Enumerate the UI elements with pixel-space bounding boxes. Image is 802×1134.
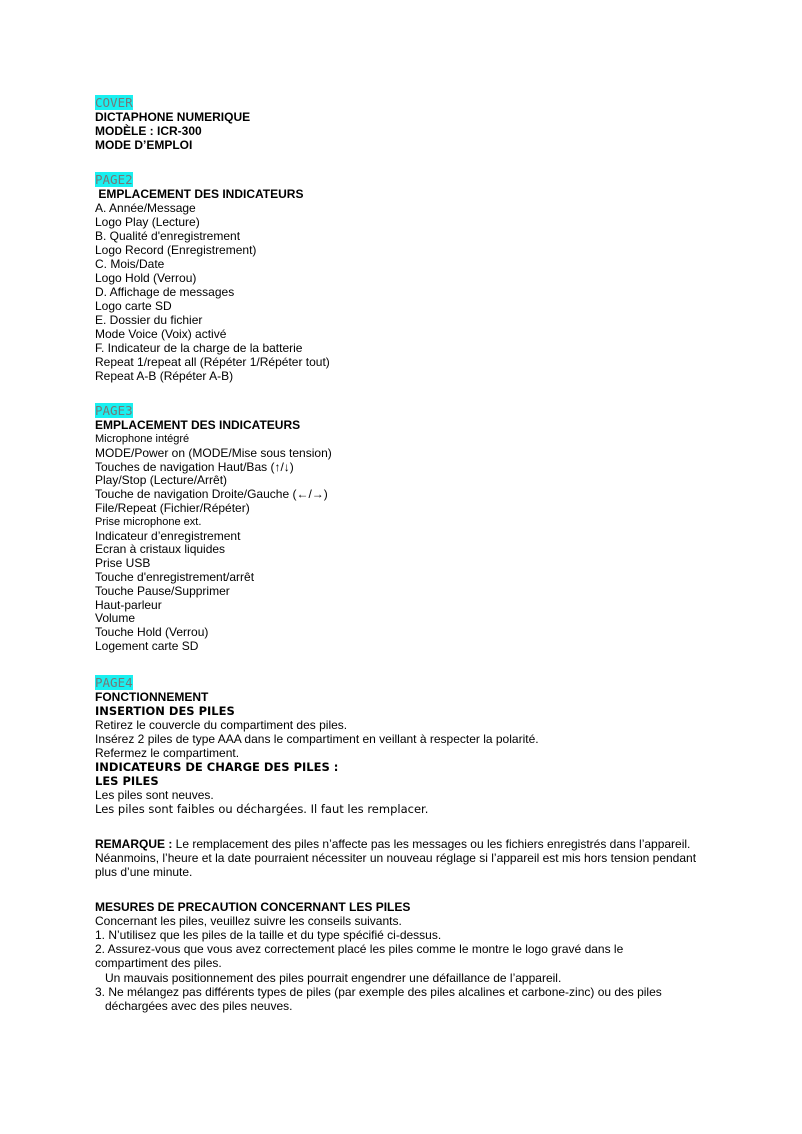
list-item: B. Qualité d'enregistrement xyxy=(95,229,241,243)
list-item: Logo Hold (Verrou) xyxy=(95,271,197,285)
list-item: E. Dossier du fichier xyxy=(95,313,203,327)
remark-label: REMARQUE : xyxy=(95,837,173,851)
intro-line: Concernant les piles, veuillez suivre les conseils suivants. xyxy=(95,914,402,928)
step: Insérez 2 piles de type AAA dans le compartiment en veillant à respecter la polarité. xyxy=(95,732,539,746)
page3-section xyxy=(95,403,715,653)
title-line: MODÈLE : ICR-300 xyxy=(95,124,202,138)
step: Refermez le compartiment. xyxy=(95,746,240,760)
list-item: Repeat A-B (Répéter A-B) xyxy=(95,369,234,383)
list-item: D. Affichage de messages xyxy=(95,285,235,299)
section-heading: FONCTIONNEMENT xyxy=(95,690,209,704)
list-item: File/Repeat (Fichier/Répéter) xyxy=(95,500,250,515)
status-line: Les piles sont faibles ou déchargées. Il faut les remplacer. xyxy=(95,802,429,816)
list-item: Touche Hold (Verrou) xyxy=(95,625,209,640)
list-item: Prise USB xyxy=(95,556,151,571)
list-item: C. Mois/Date xyxy=(95,257,165,271)
subheading: INSERTION DES PILES xyxy=(95,704,235,718)
status-line: Les piles sont neuves. xyxy=(95,788,214,802)
precaution-section xyxy=(95,900,715,1013)
section-heading: EMPLACEMENT DES INDICATEURS xyxy=(95,187,304,201)
list-item: Touche de navigation Droite/Gauche (←/→) xyxy=(95,487,328,502)
list-item: Logo carte SD xyxy=(95,299,172,313)
remark-text: Le remplacement des piles n’affecte pas les messages ou les fichiers enregistrés dans l’appareil. Néanmoins, l’heure et la date pourraient nécessiter un nouveau réglage si l’appareil est mis hors tension pendant plus d’une minute. xyxy=(95,837,697,880)
section-heading: MESURES DE PRECAUTION CONCERNANT LES PILES xyxy=(95,900,411,914)
page4-section xyxy=(95,675,715,816)
title-line: MODE D’EMPLOI xyxy=(95,138,193,152)
section-tag: PAGE3 xyxy=(95,403,133,418)
indicator-list xyxy=(95,201,715,383)
remark-paragraph xyxy=(95,837,710,880)
list-item: Logement carte SD xyxy=(95,638,199,653)
section-tag: PAGE4 xyxy=(95,675,133,690)
list-item: A. Année/Message xyxy=(95,201,196,215)
section-tag: COVER xyxy=(95,95,133,110)
section-heading: EMPLACEMENT DES INDICATEURS xyxy=(95,418,301,432)
page2-section xyxy=(95,172,715,383)
list-item: Repeat 1/repeat all (Répéter 1/Répéter tout) xyxy=(95,355,330,369)
step: Retirez le couvercle du compartiment des piles. xyxy=(95,718,348,732)
list-item: Indicateur d’enregistrement xyxy=(95,528,241,543)
title-line: DICTAPHONE NUMERIQUE xyxy=(95,110,251,124)
list-item: MODE/Power on (MODE/Mise sous tension) xyxy=(95,445,332,460)
precaution-list xyxy=(95,928,715,1013)
list-item: Prise microphone ext. xyxy=(95,515,202,528)
list-item: Mode Voice (Voix) activé xyxy=(95,327,227,341)
list-item: Touche Pause/Supprimer xyxy=(95,583,230,598)
section-tag: PAGE2 xyxy=(95,172,133,187)
precaution-item: déchargées avec des piles neuves. xyxy=(95,999,293,1013)
precaution-item: Un mauvais positionnement des piles pourrait engendrer une défaillance de l’appareil. xyxy=(95,971,562,985)
list-item: Logo Play (Lecture) xyxy=(95,215,200,229)
control-list xyxy=(95,432,715,653)
list-item: Play/Stop (Lecture/Arrêt) xyxy=(95,473,228,488)
precaution-item: 1. N’utilisez que les piles de la taille et du type spécifié ci-dessus. xyxy=(95,928,442,942)
subheading: INDICATEURS DE CHARGE DES PILES : xyxy=(95,760,339,774)
cover-section xyxy=(95,95,715,152)
list-item: Logo Record (Enregistrement) xyxy=(95,243,257,257)
list-item: Ecran à cristaux liquides xyxy=(95,542,226,557)
precaution-item: 2. Assurez-vous que vous avez correctement placé les piles comme le montre le logo gravé dans le xyxy=(95,942,624,956)
list-item: Haut-parleur xyxy=(95,597,162,612)
list-item: Touche d'enregistrement/arrêt xyxy=(95,569,255,584)
precaution-item: compartiment des piles. xyxy=(95,956,222,970)
precaution-item: 3. Ne mélangez pas différents types de piles (par exemple des piles alcalines et carbone-zinc) ou des piles xyxy=(95,985,662,999)
list-item: Touches de navigation Haut/Bas (↑/↓) xyxy=(95,459,294,474)
list-item: F. Indicateur de la charge de la batterie xyxy=(95,341,303,355)
subheading: LES PILES xyxy=(95,774,159,788)
list-item: Microphone intégré xyxy=(95,433,190,445)
list-item: Volume xyxy=(95,611,136,626)
